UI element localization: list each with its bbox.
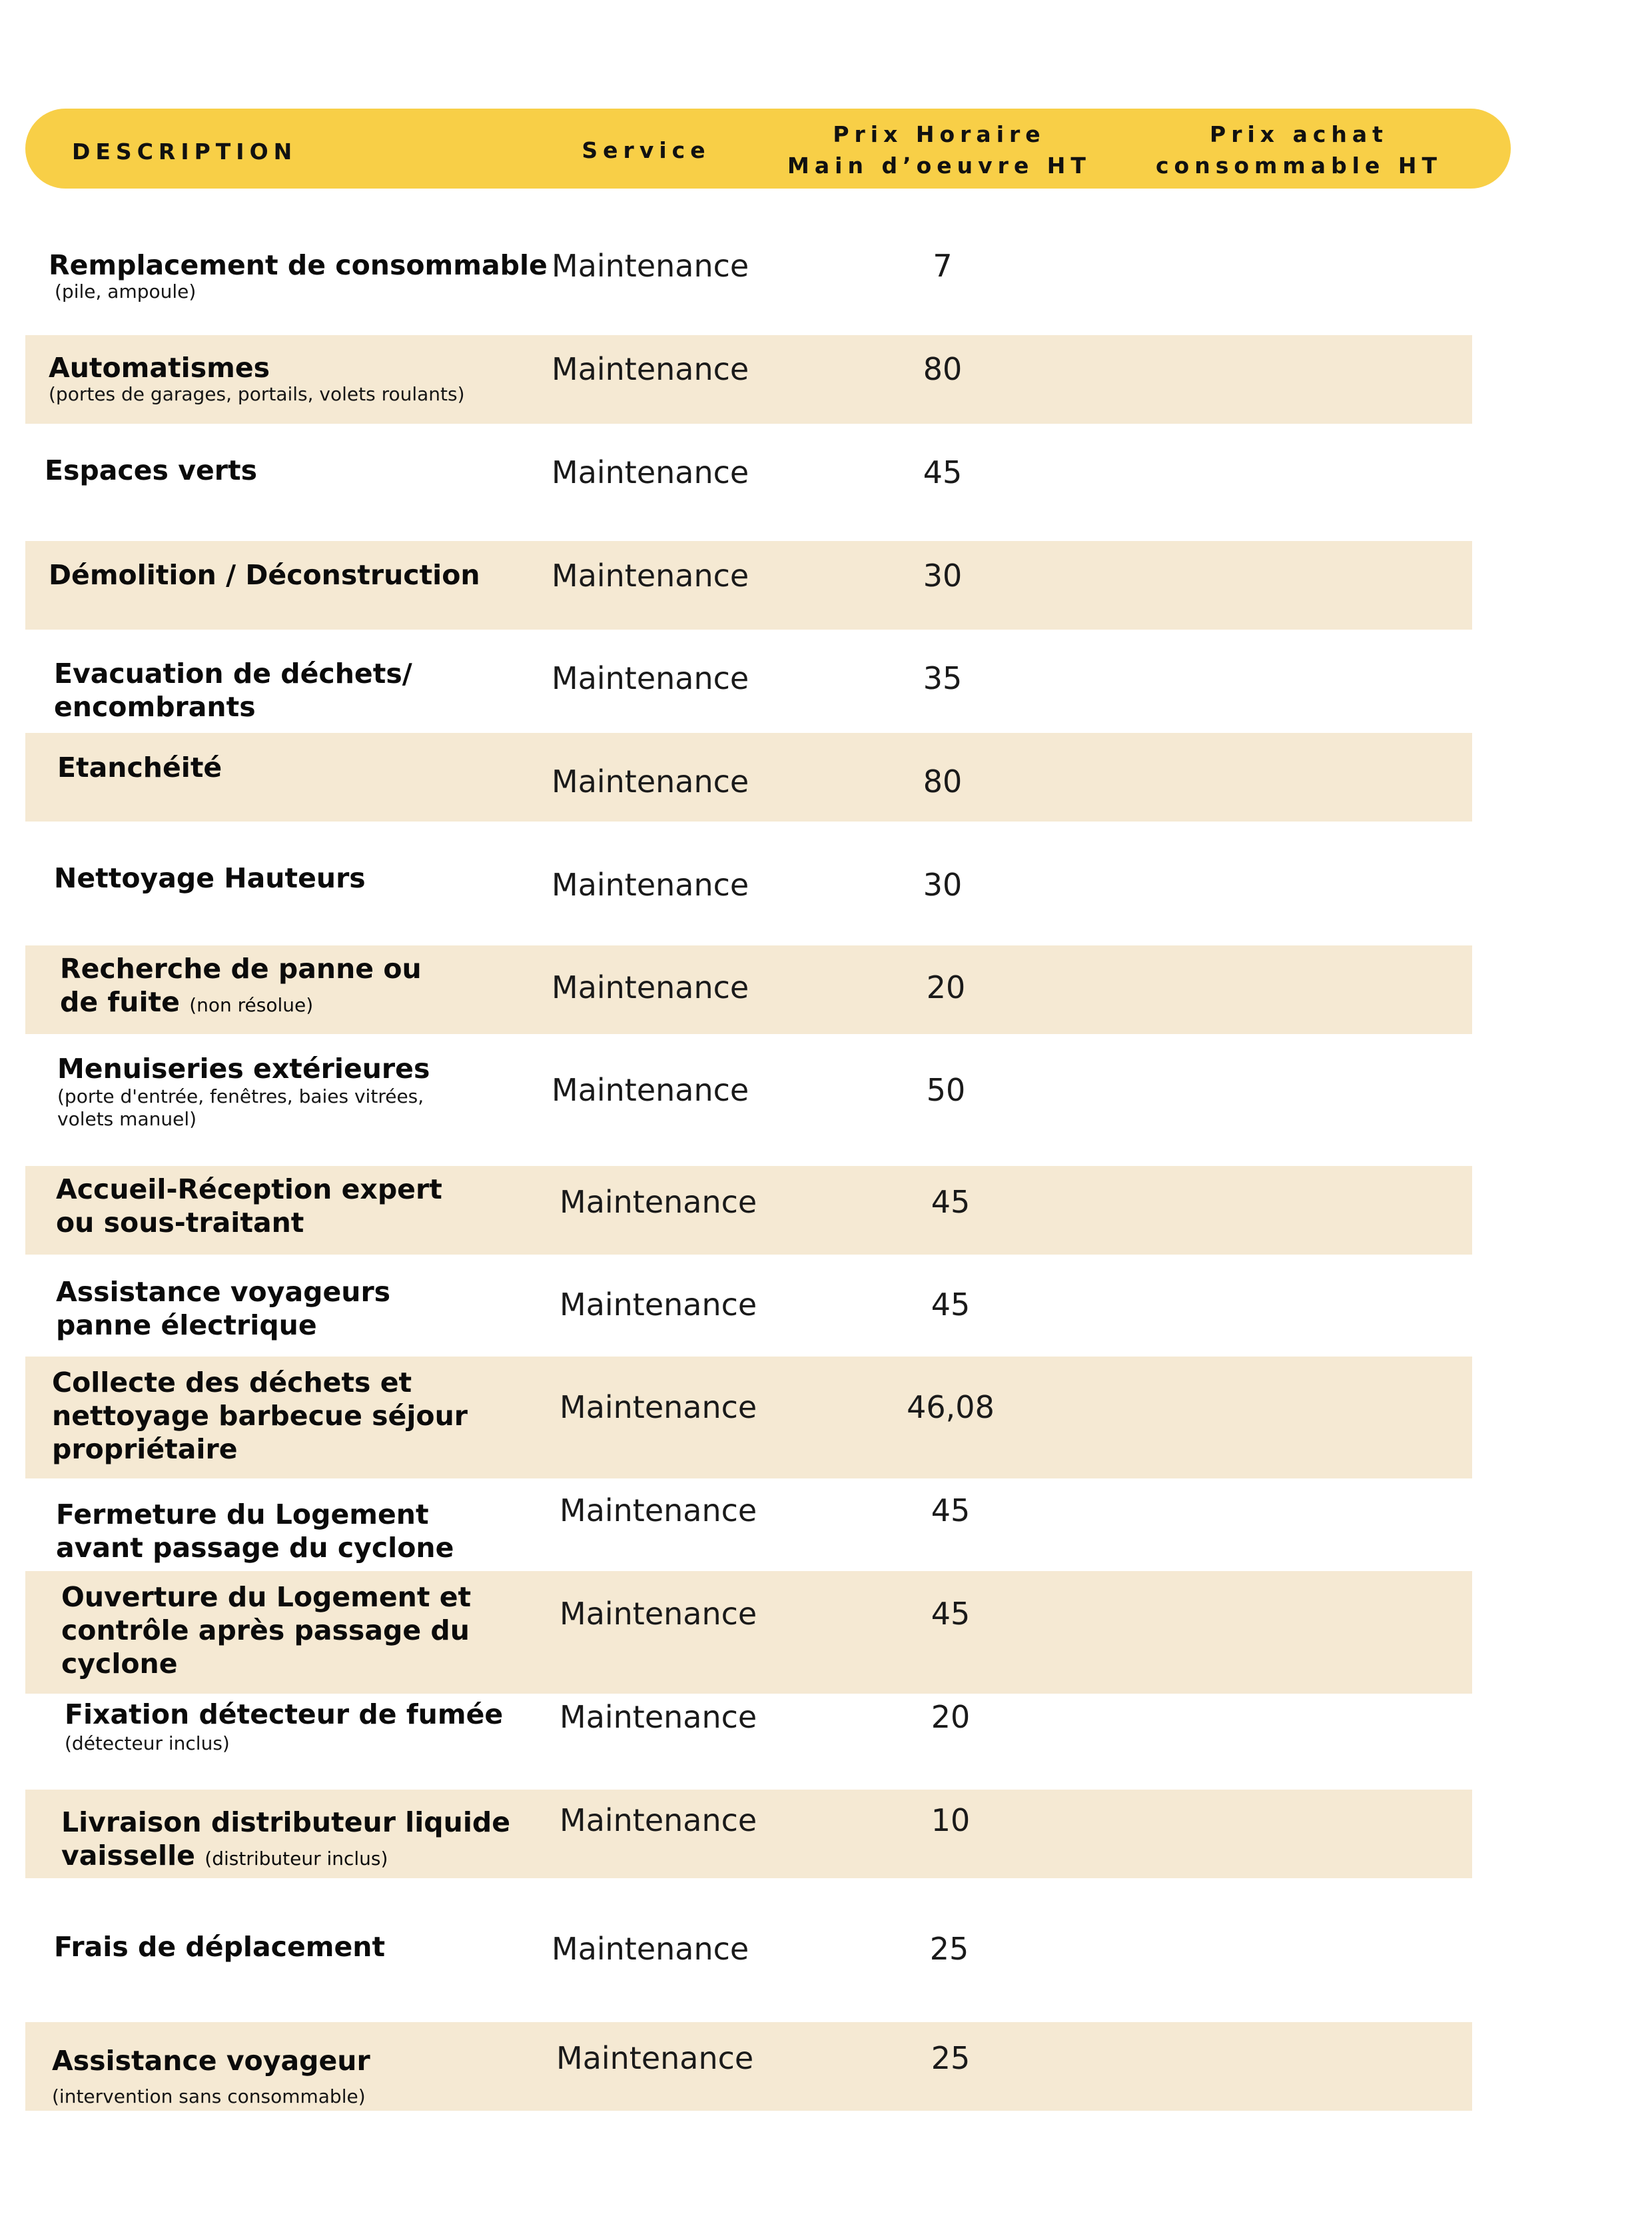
- row-service: Maintenance: [560, 1287, 757, 1323]
- row-service: Maintenance: [552, 351, 749, 387]
- row-title-line2: [61, 1839, 388, 1876]
- row-title-line2-text: de fuite: [60, 986, 180, 1018]
- row-title: Espaces verts: [45, 454, 257, 486]
- row-note: (pile, ampoule): [55, 280, 197, 302]
- row-inline-note: (non résolue): [189, 994, 314, 1016]
- row-service: Maintenance: [560, 1389, 757, 1425]
- row-price: 45: [931, 1492, 971, 1528]
- row-inline-note: (distributeur inclus): [205, 1848, 388, 1870]
- header-consumable-price: [1132, 119, 1465, 181]
- row-service: Maintenance: [552, 1072, 749, 1108]
- row-title: Livraison distributeur liquide: [61, 1806, 511, 1838]
- row-title-line2: avant passage du cyclone: [56, 1532, 454, 1564]
- row-title-line2: contrôle après passage du: [61, 1614, 470, 1646]
- row-price: 25: [931, 2040, 971, 2076]
- row-title: Nettoyage Hauteurs: [54, 862, 366, 894]
- row-note: (porte d'entrée, fenêtres, baies vitrées,: [57, 1085, 424, 1107]
- row-title: Accueil-Réception expert: [56, 1173, 442, 1205]
- row-title-line3: cyclone: [61, 1648, 178, 1680]
- row-title: Assistance voyageur: [52, 2045, 370, 2077]
- row-title: Remplacement de consommable: [49, 249, 548, 281]
- row-title: Frais de déplacement: [54, 1931, 386, 1963]
- row-service: Maintenance: [552, 969, 749, 1005]
- header-description: DESCRIPTION: [72, 139, 298, 165]
- row-price: 45: [931, 1287, 971, 1323]
- row-title-line2: [60, 985, 313, 1022]
- row-service: Maintenance: [552, 1931, 749, 1967]
- row-title: Evacuation de déchets/: [54, 658, 412, 690]
- row-title: Automatismes: [49, 352, 270, 384]
- row-price: 20: [931, 1699, 971, 1735]
- row-price: 45: [931, 1184, 971, 1220]
- row-title: Fermeture du Logement: [56, 1498, 429, 1530]
- row-title-line2: encombrants: [54, 691, 256, 723]
- row-note: (détecteur inclus): [65, 1732, 230, 1754]
- row-title: Ouverture du Logement et: [61, 1581, 472, 1613]
- row-service: Maintenance: [556, 2040, 754, 2076]
- row-note: (portes de garages, portails, volets roulants): [49, 383, 465, 405]
- row-price: 45: [931, 1596, 971, 1632]
- row-title: Etanchéité: [57, 752, 222, 784]
- row-service: Maintenance: [552, 454, 749, 490]
- row-title-line2: nettoyage barbecue séjour: [52, 1400, 468, 1432]
- header-labor-price-line1: Prix Horaire: [833, 121, 1046, 147]
- row-price: 25: [929, 1931, 969, 1967]
- row-note: (intervention sans consommable): [52, 2085, 366, 2107]
- row-title-line3: propriétaire: [52, 1433, 238, 1465]
- row-price: 7: [933, 248, 953, 284]
- row-price: 45: [923, 454, 963, 490]
- row-title: Recherche de panne ou: [60, 953, 422, 985]
- row-service: Maintenance: [560, 1184, 757, 1220]
- row-service: Maintenance: [560, 1492, 757, 1528]
- row-service: Maintenance: [560, 1802, 757, 1838]
- row-title: Menuiseries extérieures: [57, 1053, 430, 1085]
- row-title: Collecte des déchets et: [52, 1367, 412, 1399]
- row-title: Assistance voyageurs: [56, 1276, 391, 1308]
- row-title-line2-text: vaisselle: [61, 1840, 195, 1872]
- row-service: Maintenance: [560, 1596, 757, 1632]
- row-price: 80: [923, 351, 963, 387]
- header-service: Service: [582, 137, 711, 163]
- row-note-line2: volets manuel): [57, 1108, 197, 1130]
- row-service: Maintenance: [552, 867, 749, 903]
- row-title-line2: panne électrique: [56, 1309, 317, 1341]
- row-service: Maintenance: [552, 558, 749, 594]
- row-title: Fixation détecteur de fumée: [65, 1698, 504, 1730]
- row-service: Maintenance: [552, 660, 749, 696]
- row-price: 35: [923, 660, 963, 696]
- header-consumable-price-line2: consommable HT: [1155, 153, 1442, 179]
- header-labor-price: [773, 119, 1106, 181]
- row-service: Maintenance: [560, 1699, 757, 1735]
- row-price: 30: [923, 558, 963, 594]
- row-price: 30: [923, 867, 963, 903]
- row-service: Maintenance: [552, 248, 749, 284]
- row-price: 10: [931, 1802, 971, 1838]
- row-title: Démolition / Déconstruction: [49, 559, 480, 591]
- row-price: 46,08: [907, 1389, 995, 1425]
- header-labor-price-line2: Main d’oeuvre HT: [787, 153, 1091, 179]
- row-price: 20: [926, 969, 966, 1005]
- row-price: 50: [926, 1072, 966, 1108]
- header-consumable-price-line1: Prix achat: [1210, 121, 1388, 147]
- row-service: Maintenance: [552, 764, 749, 800]
- row-title-line2: ou sous-traitant: [56, 1207, 304, 1239]
- row-price: 80: [923, 764, 963, 800]
